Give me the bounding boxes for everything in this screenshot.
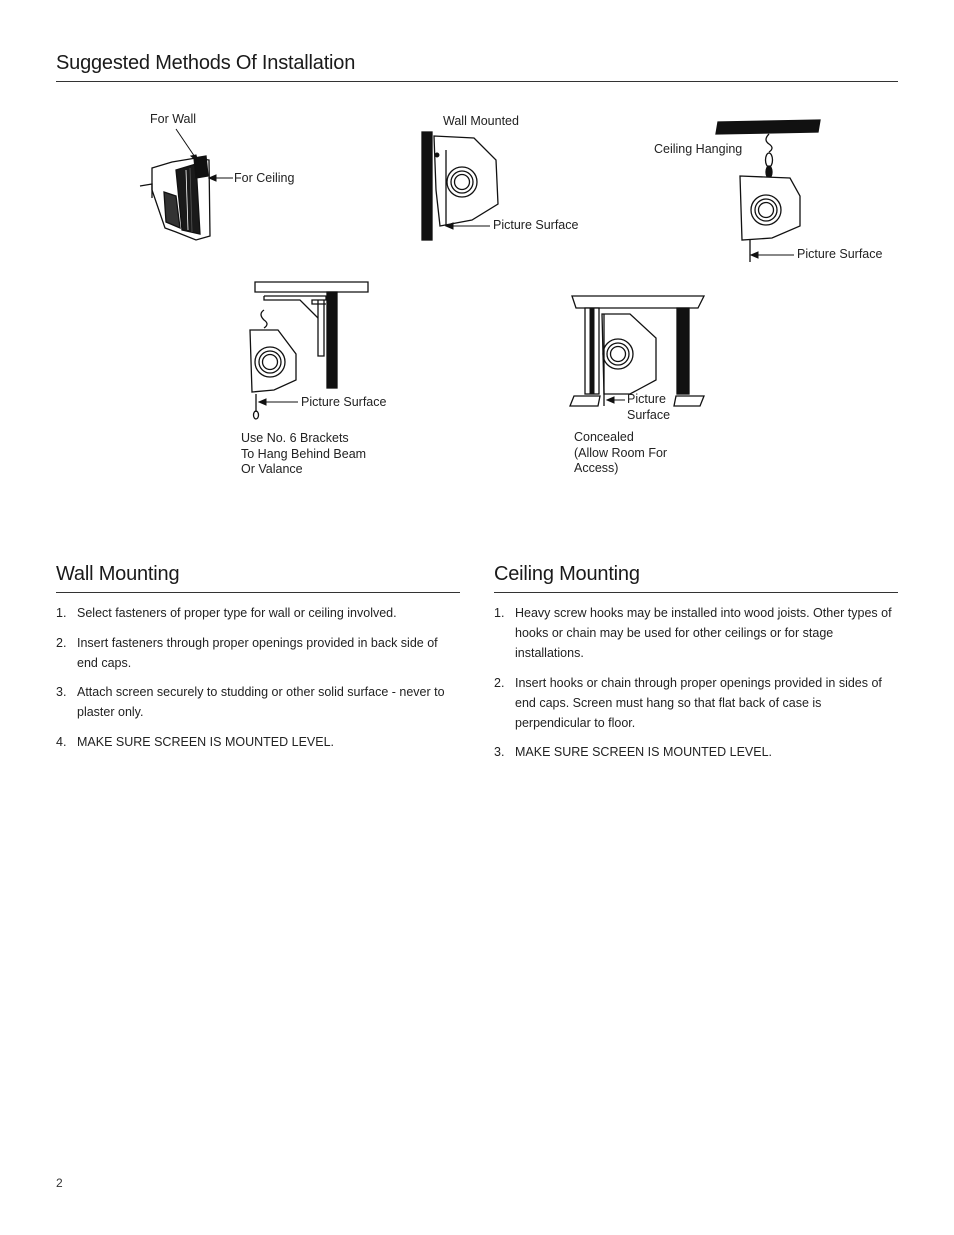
caption-concealed-line-1: Concealed — [574, 430, 634, 444]
caption-brackets-line-2: To Hang Behind Beam — [241, 446, 367, 461]
label-picture-concealed-1: Picture — [627, 392, 666, 406]
caption-concealed-line-2: (Allow Room For — [574, 445, 668, 460]
label-picture-surface-wall: Picture Surface — [493, 218, 579, 232]
list-item: 1. Heavy screw hooks may be installed into wood joists. Other types of hooks or chain may be used for other ceilings or for stage installations. — [494, 606, 892, 660]
label-picture-surface-ceiling: Picture Surface — [797, 247, 883, 261]
label-wall-mounted: Wall Mounted — [443, 114, 519, 128]
label-for-wall: For Wall — [150, 112, 197, 126]
list-item: 3. Attach screen securely to studding or other solid surface - never to plaster only. — [56, 685, 445, 719]
label-picture-concealed-2: Surface — [627, 408, 671, 422]
ceiling-mounting-divider — [494, 592, 898, 593]
ceiling-mounting-title: Ceiling Mounting — [494, 563, 640, 585]
label-picture-surface-bracket: Picture Surface — [301, 395, 387, 409]
concealed-illustration — [0, 0, 954, 500]
list-item: 2. Insert fasteners through proper openings provided in back side of end caps. — [56, 635, 438, 670]
caption-brackets-line-3: Or Valance — [241, 462, 303, 476]
page-title: Suggested Methods Of Installation — [56, 52, 356, 74]
label-ceiling-hanging: Ceiling Hanging — [654, 142, 743, 156]
list-item: 1. Select fasteners of proper type for wall or ceiling involved. — [56, 606, 397, 620]
ceiling-mounting-steps — [494, 603, 897, 772]
label-for-ceiling: For Ceiling — [234, 171, 295, 185]
wall-mounting-steps — [56, 603, 451, 761]
caption-brackets-line-1: Use No. 6 Brackets — [241, 431, 349, 445]
wall-mounting-divider — [56, 592, 460, 593]
caption-concealed-line-3: Access) — [574, 461, 619, 475]
list-item: 4. MAKE SURE SCREEN IS MOUNTED LEVEL. — [56, 734, 335, 749]
page-number: 2 — [56, 1176, 63, 1190]
list-item: 2. Insert hooks or chain through proper openings provided in sides of end caps. Screen must hang so that flat back of case is perpendicular to floor. — [494, 675, 882, 730]
list-item: 3. MAKE SURE SCREEN IS MOUNTED LEVEL. — [494, 745, 773, 759]
wall-mounting-title: Wall Mounting — [56, 563, 180, 585]
caption-concealed — [574, 430, 667, 477]
